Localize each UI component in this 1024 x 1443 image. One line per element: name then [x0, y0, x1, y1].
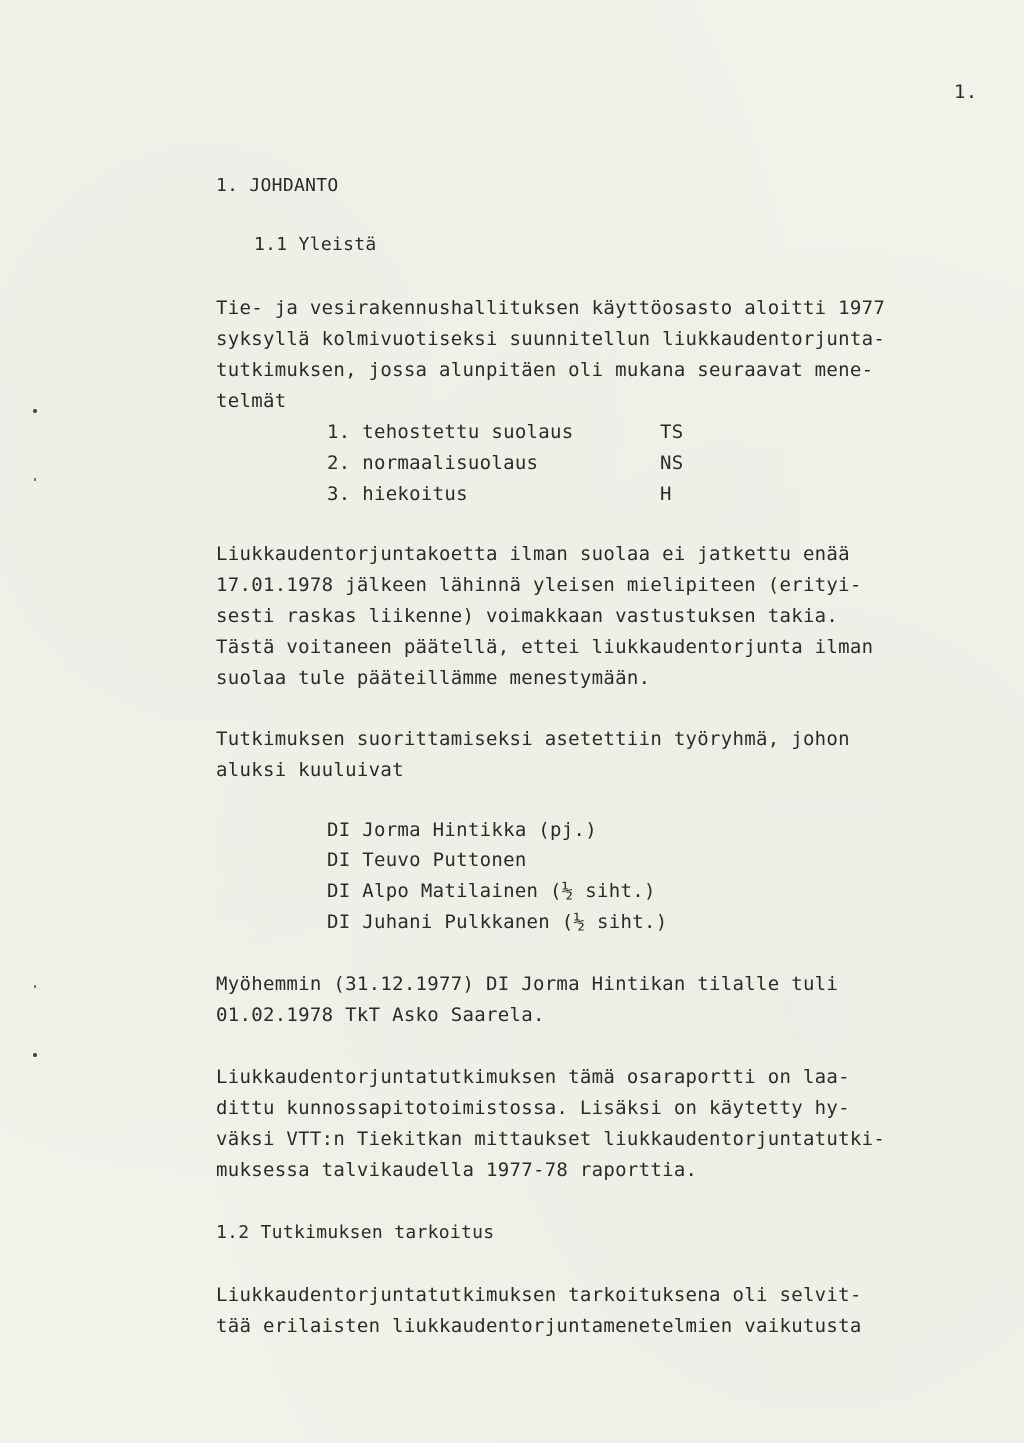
para2-line-4: Tästä voitaneen päätellä, ettei liukkaudentorjunta ilman — [216, 636, 874, 658]
para5-line-2: dittu kunnossapitotoimistossa. Lisäksi on käytetty hy- — [216, 1097, 850, 1119]
scan-mark — [33, 409, 37, 413]
section-heading-1-1: 1.1 Yleistä — [254, 234, 377, 255]
section-heading-1-2: 1.2 Tutkimuksen tarkoitus — [216, 1222, 495, 1243]
para3-line-1: Tutkimuksen suorittamiseksi asetettiin työryhmä, johon — [216, 728, 850, 750]
para3-line-2: aluksi kuuluivat — [216, 759, 404, 781]
para5-line-3: väksi VTT:n Tiekitkan mittaukset liukkaudentorjuntatutki- — [216, 1128, 886, 1150]
member-1: DI Jorma Hintikka (pj.) — [327, 819, 597, 841]
method-1-code: TS — [660, 421, 684, 443]
para5-line-4: muksessa talvikaudella 1977-78 raporttia. — [216, 1159, 698, 1181]
method-3-code: H — [660, 483, 672, 505]
member-4: DI Juhani Pulkkanen (½ siht.) — [327, 911, 668, 933]
method-3-name: 3. hiekoitus — [327, 483, 468, 505]
method-2-name: 2. normaalisuolaus — [327, 452, 539, 474]
chapter-heading: 1. JOHDANTO — [216, 175, 339, 196]
para5-line-1: Liukkaudentorjuntatutkimuksen tämä osaraportti on laa- — [216, 1066, 850, 1088]
intro-line-3: tutkimuksen, jossa alunpitäen oli mukana seuraavat mene- — [216, 359, 874, 381]
para2-line-1: Liukkaudentorjuntakoetta ilman suolaa ei jatkettu enää — [216, 543, 850, 565]
scan-mark — [34, 478, 36, 481]
method-1-name: 1. tehostettu suolaus — [327, 421, 574, 443]
scan-mark — [34, 985, 36, 988]
intro-line-1: Tie- ja vesirakennushallituksen käyttöosasto aloitti 1977 — [216, 297, 886, 319]
para4-line-1: Myöhemmin (31.12.1977) DI Jorma Hintikan tilalle tuli — [216, 973, 839, 995]
member-3: DI Alpo Matilainen (½ siht.) — [327, 880, 656, 902]
para2-line-3: sesti raskas liikenne) voimakkaan vastustuksen takia. — [216, 605, 839, 627]
method-2-code: NS — [660, 452, 684, 474]
para2-line-5: suolaa tule pääteillämme menestymään. — [216, 667, 651, 689]
para4-line-2: 01.02.1978 TkT Asko Saarela. — [216, 1004, 545, 1026]
page-number: 1. — [954, 81, 978, 103]
section-1-2-line-2: tää erilaisten liukkaudentorjuntamenetelmien vaikutusta — [216, 1315, 862, 1337]
intro-line-2: syksyllä kolmivuotiseksi suunnitellun liukkaudentorjunta- — [216, 328, 886, 350]
scan-mark — [33, 1053, 37, 1057]
member-2: DI Teuvo Puttonen — [327, 849, 527, 871]
section-1-2-line-1: Liukkaudentorjuntatutkimuksen tarkoituksena oli selvit- — [216, 1284, 862, 1306]
para2-line-2: 17.01.1978 jälkeen lähinnä yleisen mielipiteen (erityi- — [216, 574, 862, 596]
intro-line-4: telmät — [216, 390, 287, 412]
